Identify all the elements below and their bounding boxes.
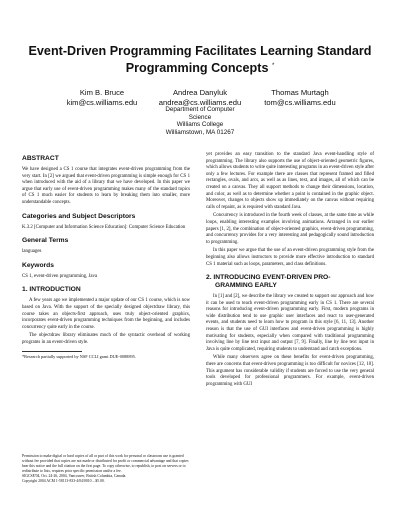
categories-text: K.3.2 [Computer and Information Science Education]: Computer Science Education: [22, 224, 186, 230]
abstract-heading: ABSTRACT: [22, 155, 59, 162]
affiliation-line: Williams College: [176, 121, 224, 128]
conference-line: SIGCSE'04, Oct. 24-26, 2004, Vancouver, British Columbia, Canada.: [22, 473, 127, 478]
funding-footnote: *Research partially supported by NSF CCLI grant DUE-0088895.: [22, 353, 136, 359]
author-1: [52, 88, 152, 108]
right-column: [206, 152, 374, 390]
keywords-heading: Keywords: [22, 261, 54, 269]
intro-paragraph-2: The objectdraw library eliminates much of the syntactic overhead of working programs in an event-driven style.: [22, 333, 190, 345]
affiliation-line: Science: [188, 113, 212, 121]
body-paragraph-3: In this paper we argue that the use of an event-driven programming style from the beginning also allows instructors to provide more effective introduction to standard CS 1 material such as loops, parameters, and class definitions.: [206, 248, 374, 267]
affiliation-line: Department of Computer: [165, 106, 235, 113]
general-terms-heading: General Terms: [22, 237, 69, 245]
paper-title: [0, 44, 400, 76]
permission-text: Permission to make digital or hard copies of all or part of this work for personal or classroom use is granted without fee provided that copies are not made or distributed for profit or commercial advantage and that copies bear this notice and the full citation on the first page. To copy otherwise, to republish, to post on servers or to redistribute to lists, requires prior specific permission and/or a fee.: [22, 454, 189, 473]
keywords-text: CS 1, event-driven programming, Java: [22, 273, 98, 279]
introduction-heading: 1. INTRODUCTION: [22, 286, 81, 294]
author-name: Andrea Danyluk: [172, 88, 228, 97]
copyright-line: Copyright 2004 ACM 1-58113-833-4/04/0010 ...$5.00.: [22, 478, 105, 483]
intro-paragraph-1: A few years ago we implemented a major update of our CS 1 course, which is now based on Java. With the support of the specially designed objectdraw library, this course takes an objects-first approach, uses truly object-oriented graphics, incorporates event-driven programming techniques from the beginning, and includes concurrency quite early in the course.: [22, 298, 190, 330]
abstract-text: We have designed a CS 1 course that integrates event-driven programming from the very start. In [2] we argued that event-driven programming is simple enough for CS 1 when introduced with the aid of a library that we have developed. In this paper we argue that early use of event-driven programming makes many of the standard topics of CS 1 much easier for students to learn by breaking them into smaller, more understandable concepts.: [22, 167, 190, 205]
author-email: tom@cs.williams.edu: [264, 98, 336, 107]
section-2-heading-line-1: 2. INTRODUCING EVENT-DRIVEN PRO-: [206, 274, 331, 282]
body-paragraph-4: In [1] and [2], we describe the library we created to support our approach and how it can be used to teach event-driven programming early in CS 1. There are several reasons for introducing event-driven programming early. First, modern programs in wide distribution tend to use graphic user interfaces and react to user-generated events, and students need to learn how to program in this style [6, 11, 13]. Another reason is that the use of GUI interfaces and event-driven programming is highly motivating for students, especially when compared with traditional programming involving line by line text input and output [7, 9]. Finally, line by line text input in Java is quite complicated, requiring students to understand and catch exceptions.: [206, 294, 374, 352]
author-email: kim@cs.williams.edu: [66, 98, 138, 107]
section-2-heading-line-2: GRAMMING EARLY: [215, 282, 277, 290]
general-terms-text: languages: [22, 249, 42, 255]
section-2-heading: [206, 274, 374, 290]
title-line-1: Event-Driven Programming Facilitates Learning Standard: [28, 44, 372, 58]
title-line-2: [0, 59, 400, 76]
footnote-rule: [22, 351, 82, 352]
body-paragraph-5: While many observers agree on these benefits for event-driven programming, there are concerns that event-driven programming is too difficult for novices [12, 10]. This argument has considerable validity if students are forced to use the very general tools developed for professional programmers. For example, event-driven programming with GUI: [206, 355, 374, 387]
copyright-notice: [22, 454, 190, 483]
title-footnote-mark: *: [271, 63, 275, 69]
affiliation-line: Williamstown, MA 01267: [165, 128, 235, 136]
left-column: [22, 152, 190, 361]
author-name: Kim B. Bruce: [79, 88, 125, 97]
author-name: Thomas Murtagh: [271, 88, 329, 97]
author-2: [150, 88, 250, 108]
author-email: andrea@cs.williams.edu: [158, 98, 242, 107]
body-paragraph-1: yet provides an easy transition to the standard Java event-handling style of programming. The library also supports the use of object-oriented geometric figures, which allows students to write quite interesting programs in an event-driven style after only a few lectures. For example there are classes that represent framed and filled rectangles, ovals, and arcs, as well as as lines, text, and images, all of which can be created on a canvas. They all support methods to change their dimensions, location, and color, as well as to determine whether a point is contained in the graphic object. Moreover, changes to objects show up immediately on the canvas without requiring calls of repaint, as is required with standard Java.: [206, 152, 374, 210]
categories-heading: Categories and Subject Descriptors: [22, 212, 136, 220]
affiliation: [0, 106, 400, 136]
body-paragraph-2: Concurrency is introduced in the fourth week of classes, at the same time as while loops, enabling interesting examples involving animations. Arranged in our earlier papers [1, 2], the combination of object-oriented graphics, event-driven programming, and concurrency provides for a very interesting and pedagogically sound introduction to programming.: [206, 213, 374, 245]
title-line-2-text: Programming Concepts: [125, 61, 269, 76]
author-3: [250, 88, 350, 108]
